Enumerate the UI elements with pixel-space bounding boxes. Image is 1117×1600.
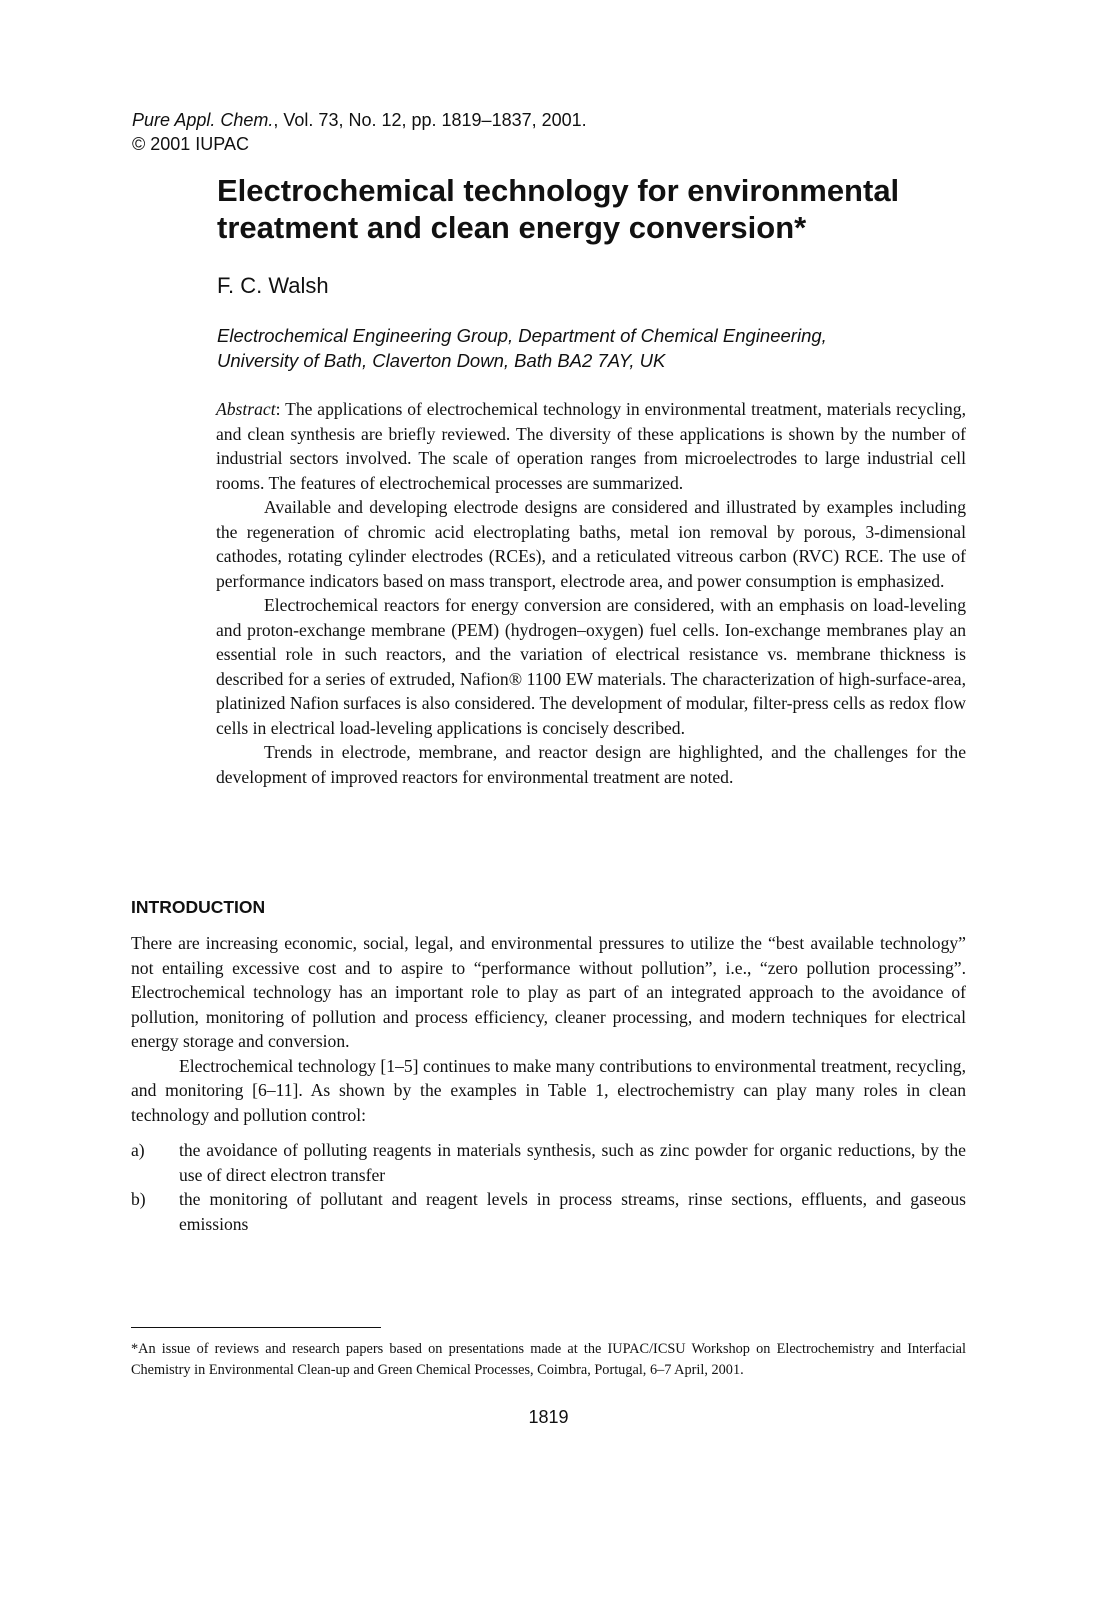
journal-name: Pure Appl. Chem. <box>132 110 274 130</box>
introduction-body <box>131 931 966 1127</box>
body-paragraph: There are increasing economic, social, legal, and environmental pressures to utilize the “best available technology” not entailing excessive cost and to aspire to “performance without pollution”, i.e., “zero pollution processing”. Electrochemical technology has an important role to play as part of an integrated approach to the avoidance of pollution, monitoring of pollution and process efficiency, cleaner processing, and modern techniques for electrical energy storage and conversion. <box>131 933 966 1051</box>
abstract-label: Abstract <box>216 399 276 419</box>
abstract <box>216 397 966 789</box>
journal-header <box>132 108 972 156</box>
affiliation-line: Electrochemical Engineering Group, Department of Chemical Engineering, <box>217 325 827 346</box>
roles-list <box>131 1138 966 1236</box>
author: F. C. Walsh <box>217 273 329 298</box>
list-item <box>131 1138 966 1187</box>
abstract-paragraph: Trends in electrode, membrane, and reactor design are highlighted, and the challenges for the development of improved reactors for environmental treatment are noted. <box>216 742 966 787</box>
paper-title: Electrochemical technology for environmental treatment and clean energy conversion* <box>217 173 900 245</box>
abstract-text: : The applications of electrochemical technology in environmental treatment, materials recycling, and clean synthesis are briefly reviewed. The diversity of these applications is shown by the number of industrial sectors involved. The scale of operation ranges from microelectrodes to large industrial cell rooms. The features of electrochemical processes are summarized. <box>216 399 966 493</box>
list-marker: a) <box>131 1140 145 1160</box>
page-number: 1819 <box>528 1407 569 1427</box>
affiliation <box>217 323 977 373</box>
journal-citation <box>132 108 972 132</box>
section-heading: INTRODUCTION <box>131 897 266 917</box>
abstract-paragraph: Available and developing electrode designs are considered and illustrated by examples including the regeneration of chromic acid electroplating baths, metal ion removal by porous, 3-dimensional cathodes, rotating cylinder electrodes (RCEs), and a reticulated vitreous carbon (RVC) RCE. The use of performance indicators based on mass transport, electrode area, and power consumption is emphasized. <box>216 497 966 591</box>
list-item <box>131 1187 966 1236</box>
affiliation-line: University of Bath, Claverton Down, Bath BA2 7AY, UK <box>217 350 666 371</box>
copyright: © 2001 IUPAC <box>132 134 249 154</box>
body-paragraph: Electrochemical technology [1–5] continues to make many contributions to environmental treatment, recycling, and monitoring [6–11]. As shown by the examples in Table 1, electrochemistry can play many roles in clean technology and pollution control: <box>131 1055 966 1125</box>
list-marker: b) <box>131 1189 146 1209</box>
citation-details: , Vol. 73, No. 12, pp. 1819–1837, 2001. <box>273 110 587 130</box>
footnote: *An issue of reviews and research papers based on presentations made at the IUPAC/ICSU Workshop on Electrochemistry and Interfacial Chemistry in Environmental Clean-up and Green Chemical Processes, Coimbra, Portugal, 6–7 April, 2001. <box>131 1341 966 1378</box>
abstract-paragraph <box>216 397 966 495</box>
list-item-text: the avoidance of polluting reagents in materials synthesis, such as zinc powder for organic reductions, by the use of direct electron transfer <box>179 1140 966 1185</box>
list-item-text: the monitoring of pollutant and reagent levels in process streams, rinse sections, effluents, and gaseous emissions <box>179 1189 966 1234</box>
footnote-divider <box>131 1327 381 1328</box>
abstract-paragraph: Electrochemical reactors for energy conversion are considered, with an emphasis on load-leveling and proton-exchange membrane (PEM) (hydrogen–oxygen) fuel cells. Ion-exchange membranes play an essential role in such reactors, and the variation of electrical resistance vs. membrane thickness is described for a series of extruded, Nafion® 1100 EW materials. The characterization of high-surface-area, platinized Nafion surfaces is also considered. The development of modular, filter-press cells as redox flow cells in electrical load-leveling applications is concisely described. <box>216 595 966 738</box>
